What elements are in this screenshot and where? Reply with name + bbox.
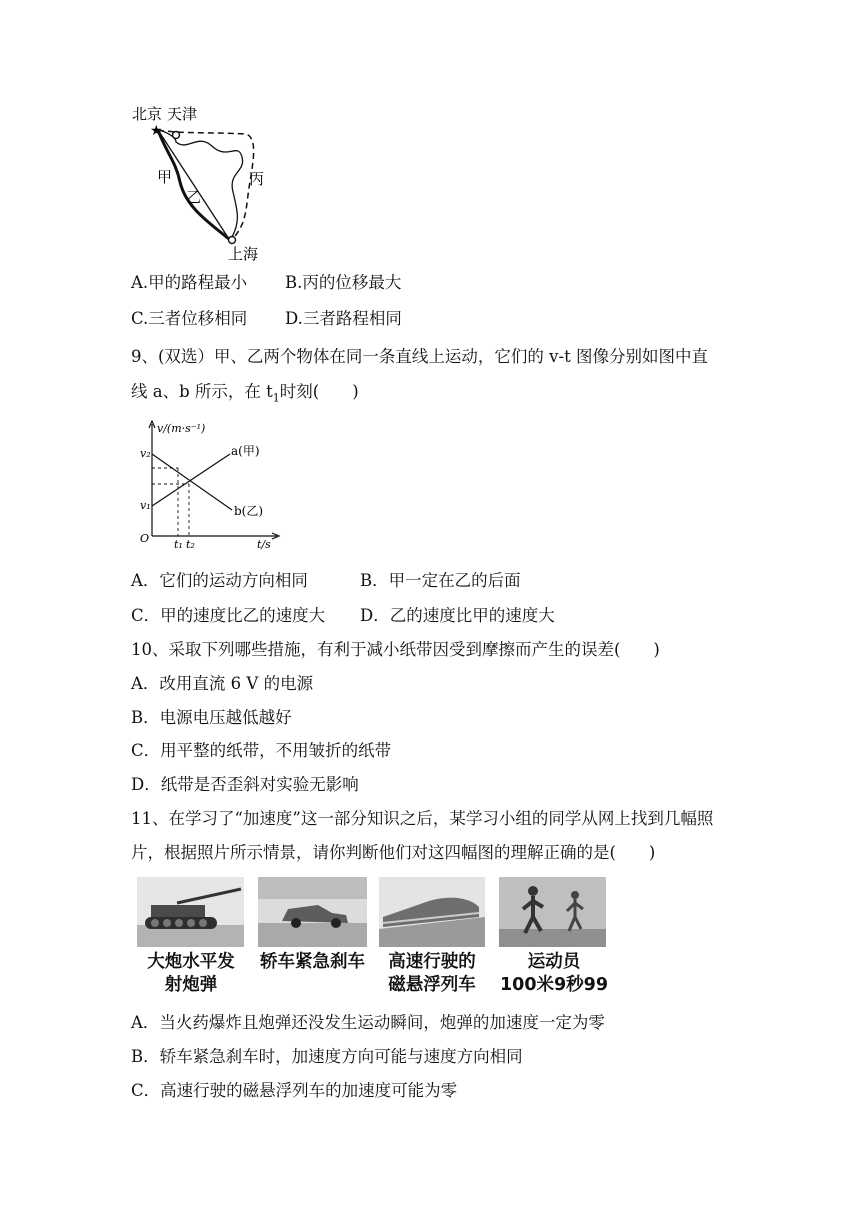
- q9-stem-text: 线 a、b 所示，在 t: [131, 382, 273, 401]
- q11-option-c: C．高速行驶的磁悬浮列车的加速度可能为零: [131, 1081, 458, 1100]
- q9-option-d: D．乙的速度比甲的速度大: [360, 606, 555, 625]
- origin-label: O: [140, 532, 150, 545]
- q11-stem-line-2: 片，根据照片所示情景，请你判断他们对这四幅图的理解正确的是( ): [131, 843, 656, 862]
- caption-sprinter: [494, 951, 614, 997]
- q9-option-c: C．甲的速度比乙的速度大: [131, 606, 326, 625]
- q11-stem-line-1: 11、在学习了“加速度”这一部分知识之后，某学习小组的同学从网上找到几幅照: [131, 809, 714, 828]
- photo-artillery: [137, 877, 244, 947]
- caption-maglev-line-1: 高速行驶的: [388, 952, 476, 972]
- photo-sprinters: [499, 877, 606, 947]
- map-label-tianjin: 天津: [167, 105, 198, 123]
- x-axis-label: t/s: [257, 538, 271, 550]
- map-label-bing: 丙: [249, 170, 265, 188]
- beijing-star-icon: ★: [150, 123, 163, 139]
- q8-option-c: C.三者位移相同: [131, 309, 248, 328]
- caption-sprinter-line-2: 100米9秒99: [499, 975, 609, 995]
- caption-artillery: [131, 951, 251, 997]
- tick-t1: t₁: [174, 538, 183, 550]
- line-b-label: b(乙): [234, 504, 264, 518]
- line-b: [152, 454, 232, 510]
- q9-option-a: A．它们的运动方向相同: [131, 571, 308, 590]
- q8-option-b: B.丙的位移最大: [285, 273, 402, 292]
- route-map-figure: [128, 102, 278, 264]
- q10-option-c: C．用平整的纸带，不用皱折的纸带: [131, 741, 392, 760]
- q10-option-b: B．电源电压越低越好: [131, 708, 292, 727]
- q11-option-b: B．轿车紧急刹车时，加速度方向可能与速度方向相同: [131, 1047, 523, 1066]
- q9-stem-paren: 时刻( ): [279, 382, 359, 401]
- tick-v2: v₂: [140, 447, 151, 460]
- caption-artillery-line-2: 射炮弹: [164, 975, 218, 995]
- q10-stem: 10、采取下列哪些措施，有利于减小纸带因受到摩擦而产生的误差( ): [131, 640, 660, 659]
- caption-sprinter-line-1: 运动员: [527, 952, 581, 972]
- caption-artillery-line-1: 大炮水平发: [147, 952, 235, 972]
- tick-v1: v₁: [140, 499, 151, 512]
- vt-graph: [132, 418, 282, 550]
- q8-option-a: A.甲的路程最小: [131, 273, 248, 292]
- q9-stem-line-1: 9、(双选）甲、乙两个物体在同一条直线上运动，它们的 v-t 图像分别如图中直: [131, 347, 708, 366]
- map-label-yi: 乙: [186, 188, 202, 206]
- caption-maglev: [372, 951, 492, 997]
- line-a-label: a(甲): [231, 444, 260, 458]
- q10-option-a: A．改用直流 6 V 的电源: [131, 674, 314, 693]
- photo-sedan: [258, 877, 367, 947]
- q10-option-d: D．纸带是否歪斜对实验无影响: [131, 775, 359, 794]
- map-label-shanghai: 上海: [228, 245, 259, 263]
- q9-option-b: B．甲一定在乙的后面: [360, 571, 521, 590]
- map-label-beijing: 北京: [132, 105, 163, 123]
- photo-maglev-train: [379, 877, 485, 947]
- q9-stem-line-2: [131, 381, 359, 409]
- q8-option-d: D.三者路程相同: [285, 309, 402, 328]
- q11-option-a: A．当火药爆炸且炮弹还没发生运动瞬间，炮弹的加速度一定为零: [131, 1013, 605, 1032]
- caption-sedan: [250, 951, 375, 974]
- y-axis-label: v/(m·s⁻¹): [157, 422, 206, 435]
- tick-t2: t₂: [186, 538, 195, 550]
- map-label-jia: 甲: [157, 168, 173, 186]
- q9-subscript: 1: [272, 391, 280, 405]
- caption-maglev-line-2: 磁悬浮列车: [388, 975, 476, 995]
- caption-sedan-line-1: 轿车紧急刹车: [260, 952, 365, 972]
